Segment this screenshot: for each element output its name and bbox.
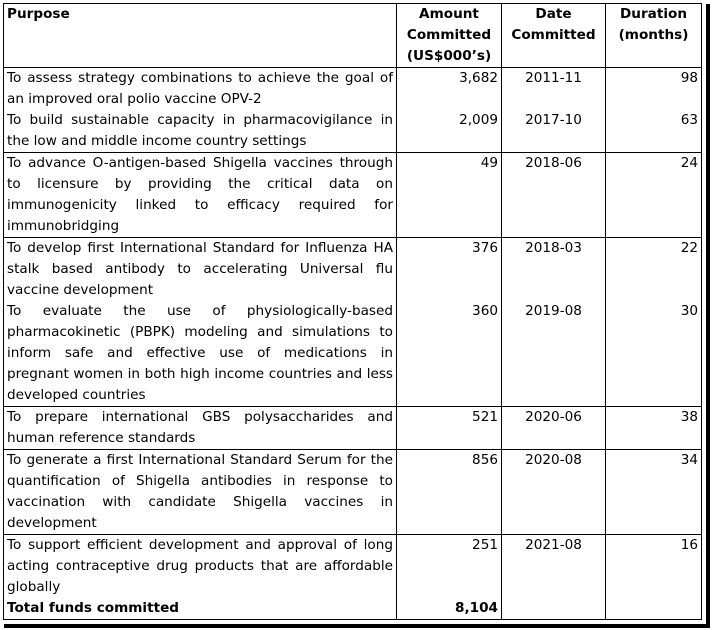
table-row — [4, 110, 702, 153]
duration-cell: 98 — [606, 68, 702, 111]
date-cell: 2021-08 — [502, 535, 606, 599]
date-cell: 2020-08 — [502, 450, 606, 535]
grants-table — [3, 3, 702, 620]
table-row — [4, 450, 702, 535]
header-amount: Amount Committed (US$000’s) — [397, 4, 502, 68]
total-amount: 8,104 — [397, 598, 502, 620]
total-date-cell — [502, 598, 606, 620]
table-row — [4, 535, 702, 599]
purpose-cell: To generate a first International Standard Serum for the quantification of Shigella antibodies in response to vaccination with candidate Shigella vaccines in development — [4, 450, 397, 535]
header-date: Date Committed — [502, 4, 606, 68]
table-row — [4, 301, 702, 407]
duration-cell: 16 — [606, 535, 702, 599]
amount-cell: 2,009 — [397, 110, 502, 153]
purpose-cell: To evaluate the use of physiologically-based pharmacokinetic (PBPK) modeling and simulations to inform safe and effective use of medications in pregnant women in both high income countries and less developed countries — [4, 301, 397, 407]
date-cell: 2011-11 — [502, 68, 606, 111]
total-row — [4, 598, 702, 620]
duration-cell: 22 — [606, 238, 702, 302]
amount-cell: 376 — [397, 238, 502, 302]
amount-cell: 49 — [397, 153, 502, 238]
amount-cell: 251 — [397, 535, 502, 599]
date-cell: 2018-06 — [502, 153, 606, 238]
amount-cell: 3,682 — [397, 68, 502, 111]
date-cell: 2020-06 — [502, 407, 606, 450]
amount-cell: 521 — [397, 407, 502, 450]
table-row — [4, 68, 702, 111]
purpose-cell: To develop first International Standard for Influenza HA stalk based antibody to accelerating Universal flu vaccine development — [4, 238, 397, 302]
header-duration: Duration (months) — [606, 4, 702, 68]
purpose-cell: To build sustainable capacity in pharmacovigilance in the low and middle income country settings — [4, 110, 397, 153]
purpose-cell: To assess strategy combinations to achieve the goal of an improved oral polio vaccine OPV-2 — [4, 68, 397, 111]
purpose-cell: To advance O-antigen-based Shigella vaccines through to licensure by providing the critical data on immunogenicity linked to efficacy required for immunobridging — [4, 153, 397, 238]
duration-cell: 38 — [606, 407, 702, 450]
total-duration-cell — [606, 598, 702, 620]
duration-cell: 34 — [606, 450, 702, 535]
purpose-cell: To support efficient development and approval of long acting contraceptive drug products that are affordable globally — [4, 535, 397, 599]
purpose-cell: To prepare international GBS polysaccharides and human reference standards — [4, 407, 397, 450]
duration-cell: 30 — [606, 301, 702, 407]
header-purpose: Purpose — [4, 4, 397, 68]
amount-cell: 856 — [397, 450, 502, 535]
duration-cell: 24 — [606, 153, 702, 238]
amount-cell: 360 — [397, 301, 502, 407]
date-cell: 2018-03 — [502, 238, 606, 302]
date-cell: 2017-10 — [502, 110, 606, 153]
date-cell: 2019-08 — [502, 301, 606, 407]
total-label: Total funds committed — [4, 598, 397, 620]
header-row — [4, 4, 702, 68]
table-row — [4, 153, 702, 238]
table-row — [4, 407, 702, 450]
table-row — [4, 238, 702, 302]
duration-cell: 63 — [606, 110, 702, 153]
